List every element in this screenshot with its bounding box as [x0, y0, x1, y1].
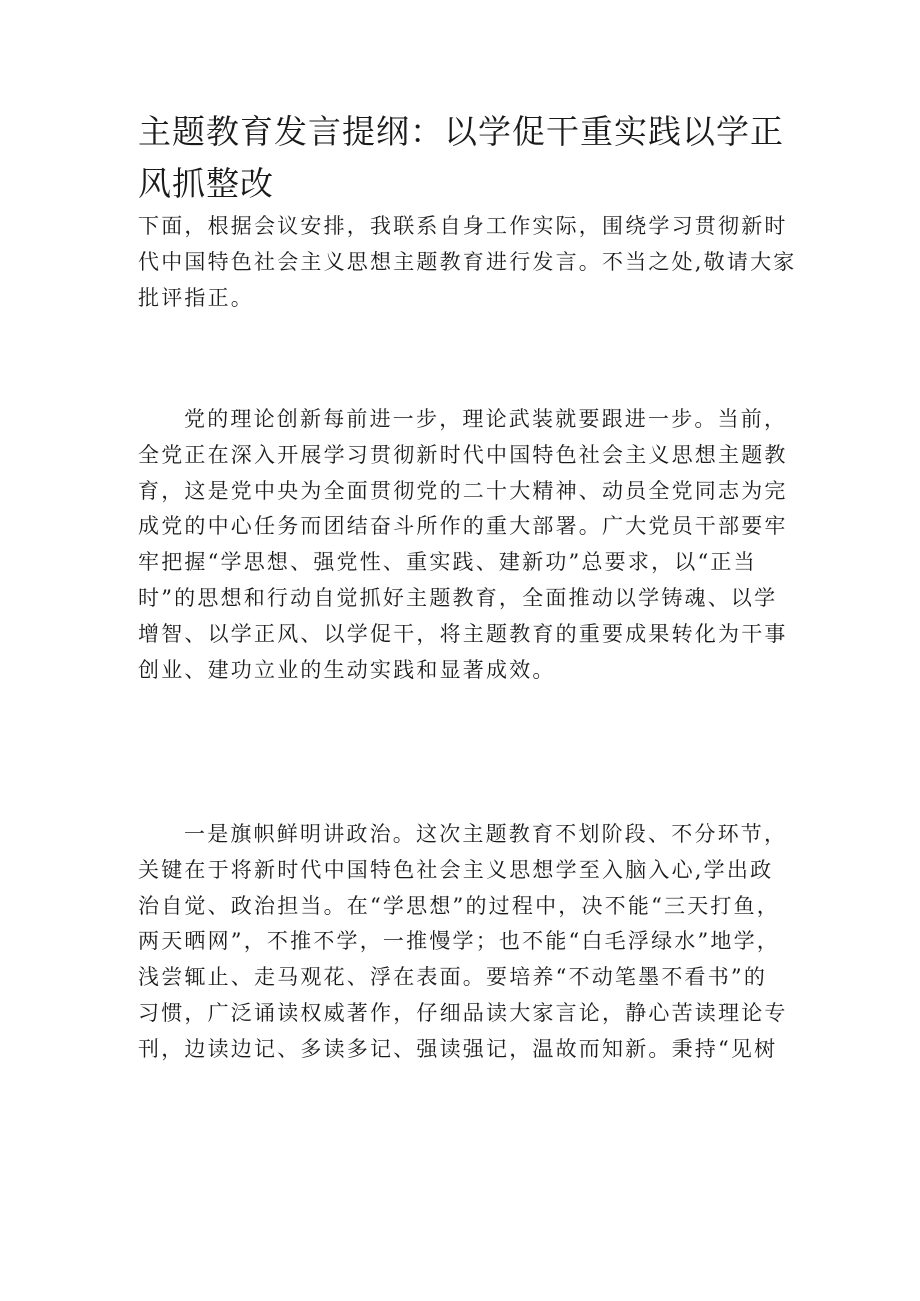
paragraph-line: 党的理论创新每前进一步，理论武装就要跟进一步。当前， — [184, 407, 788, 431]
paragraph-line: 浅尝辄止、走马观花、浮在表面。要培养“不动笔墨不看书”的 — [138, 965, 768, 990]
paragraph-line: 关键在于将新时代中国特色社会主义思想学至入脑入心,学出政 — [138, 857, 774, 882]
paragraph-line: 增智、以学正风、以学促干，将主题教育的重要成果转化为干事 — [138, 621, 788, 646]
paragraph-line: 全党正在深入开展学习贯彻新时代中国特色社会主义思想主题教 — [138, 442, 788, 467]
paragraph-line: 习惯，广泛诵读权威著作，仔细品读大家言论，静心苦读理论专 — [138, 1000, 788, 1025]
paragraph-line: 创业、建功立业的生动实践和显著成效。 — [138, 657, 556, 682]
paragraph-politics — [138, 817, 802, 1068]
paragraph-line: 下面，根据会议安排，我联系自身工作实际，围绕学习贯彻新时 — [138, 214, 788, 238]
intro-paragraph — [138, 209, 802, 316]
paragraph-line: 成党的中心任务而团结奋斗所作的重大部署。广大党员干部要牢 — [138, 514, 788, 539]
paragraph-line: 刊，边读边记、多读多记、强读强记，温故而知新。秉持“见树 — [138, 1036, 778, 1061]
paragraph-line: 两天晒网”，不推不学，一推慢学；也不能“白毛浮绿水”地学， — [138, 929, 781, 954]
paragraph-line: 治自觉、政治担当。在“学思想”的过程中，决不能“三天打鱼， — [138, 893, 781, 918]
paragraph-line: 时”的思想和行动自觉抓好主题教育，全面推动以学铸魂、以学 — [138, 585, 778, 610]
paragraph-line: 代中国特色社会主义思想主题教育进行发言。不当之处,敬请大家 — [138, 249, 797, 274]
paragraph-line: 育，这是党中央为全面贯彻党的二十大精神、动员全党同志为完 — [138, 478, 788, 503]
paragraph-line: 批评指正。 — [138, 285, 254, 310]
paragraph-theory-arming — [138, 402, 802, 688]
document-title: 主题教育发言提纲：以学促干重实践以学正风抓整改 — [138, 112, 784, 203]
paragraph-line: 牢把握“学思想、强党性、重实践、建新功”总要求，以“正当 — [138, 550, 757, 575]
paragraph-line: 一是旗帜鲜明讲政治。这次主题教育不划阶段、不分环节， — [184, 822, 788, 846]
